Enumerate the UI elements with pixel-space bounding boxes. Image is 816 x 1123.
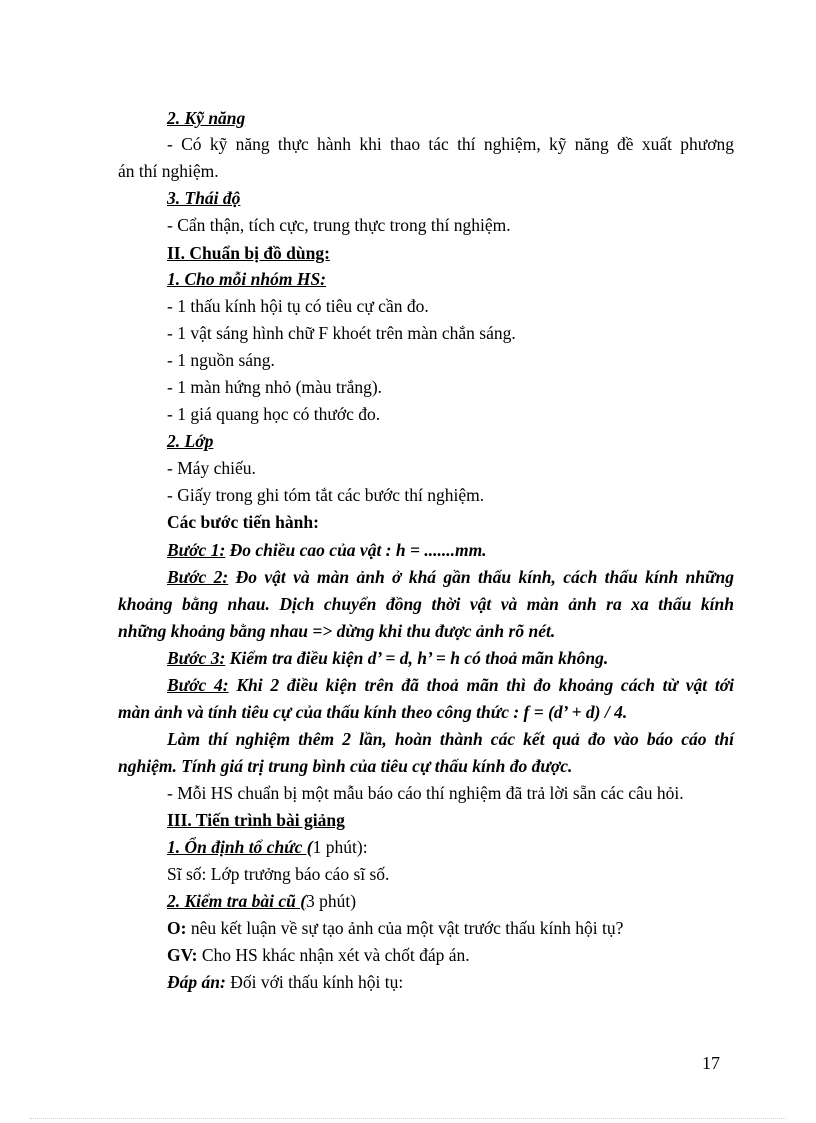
heading-on-dinh: 1. Ổn định tổ chức (1 phút): — [167, 837, 368, 857]
paragraph-line: Làm thí nghiệm thêm 2 lần, hoàn thành các kết quả đo vào báo cáo thí — [167, 729, 734, 749]
step-label: Bước 2: — [167, 567, 229, 587]
step-4 — [167, 672, 734, 699]
paragraph-line: - Có kỹ năng thực hành khi thao tác thí nghiệm, kỹ năng đề xuất phương — [167, 134, 734, 154]
step-2 — [167, 564, 734, 591]
page-number: 17 — [702, 1053, 720, 1073]
step-1 — [167, 537, 734, 564]
list-item: - Giấy trong ghi tóm tắt các bước thí nghiệm. — [167, 485, 485, 505]
step-text: Đo vật và màn ảnh ở khá gần thấu kính, cách thấu kính những — [228, 567, 734, 587]
list-item: - 1 giá quang học có thước đo. — [167, 404, 381, 424]
step-label: Bước 4: — [167, 675, 229, 695]
heading-lop: 2. Lớp — [167, 431, 214, 451]
heading-thai-do: 3. Thái độ — [167, 188, 241, 208]
paragraph-line: Sĩ số: Lớp trưởng báo cáo sĩ số. — [167, 864, 390, 884]
paragraph-line: án thí nghiệm. — [118, 161, 219, 181]
heading-cac-buoc: Các bước tiến hành: — [167, 512, 319, 532]
step-text: Kiểm tra điều kiện d’ = d, h’ = h có thoả mãn không. — [225, 648, 609, 668]
paragraph-line: - Mỗi HS chuẩn bị một mẫu báo cáo thí nghiệm đã trả lời sẵn các câu hỏi. — [167, 783, 684, 803]
list-item: - Máy chiếu. — [167, 458, 256, 478]
step-3 — [167, 645, 734, 672]
paragraph-line: màn ảnh và tính tiêu cự của thấu kính theo công thức : f = (d’ + d) / 4. — [118, 702, 628, 722]
teacher-line: GV: Cho HS khác nhận xét và chốt đáp án. — [167, 945, 470, 965]
step-text: Khi 2 điều kiện trên đã thoả mãn thì đo khoảng cách từ vật tới — [228, 675, 734, 695]
question-line: O: nêu kết luận về sự tạo ảnh của một vật trước thấu kính hội tụ? — [167, 918, 624, 938]
answer-line: Đáp án: Đối với thấu kính hội tụ: — [167, 972, 404, 992]
paragraph-line: - Cẩn thận, tích cực, trung thực trong thí nghiệm. — [167, 215, 511, 235]
paragraph-line: nghiệm. Tính giá trị trung bình của tiêu cự thấu kính đo được. — [118, 756, 573, 776]
list-item: - 1 nguồn sáng. — [167, 350, 275, 370]
step-label: Bước 1: — [167, 540, 226, 560]
page-border-dots — [30, 1118, 786, 1119]
list-item: - 1 vật sáng hình chữ F khoét trên màn chắn sáng. — [167, 323, 516, 343]
heading-kiem-tra: 2. Kiểm tra bài cũ (3 phút) — [167, 891, 357, 911]
step-label: Bước 3: — [167, 648, 226, 668]
step-text: Đo chiều cao của vật : h = .......mm. — [225, 540, 487, 560]
heading-chuan-bi: II. Chuẩn bị đồ dùng: — [167, 243, 330, 263]
paragraph-line: khoảng bằng nhau. Dịch chuyển đồng thời vật và màn ảnh ra xa thấu kính — [118, 594, 734, 614]
heading-nhom-hs: 1. Cho mỗi nhóm HS: — [167, 269, 327, 289]
list-item: - 1 thấu kính hội tụ có tiêu cự cần đo. — [167, 296, 429, 316]
paragraph-line: những khoảng bằng nhau => dừng khi thu được ảnh rõ nét. — [118, 621, 556, 641]
heading-tien-trinh: III. Tiến trình bài giảng — [167, 810, 345, 830]
list-item: - 1 màn hứng nhỏ (màu trắng). — [167, 377, 383, 397]
heading-ky-nang: 2. Kỹ năng — [167, 108, 246, 128]
